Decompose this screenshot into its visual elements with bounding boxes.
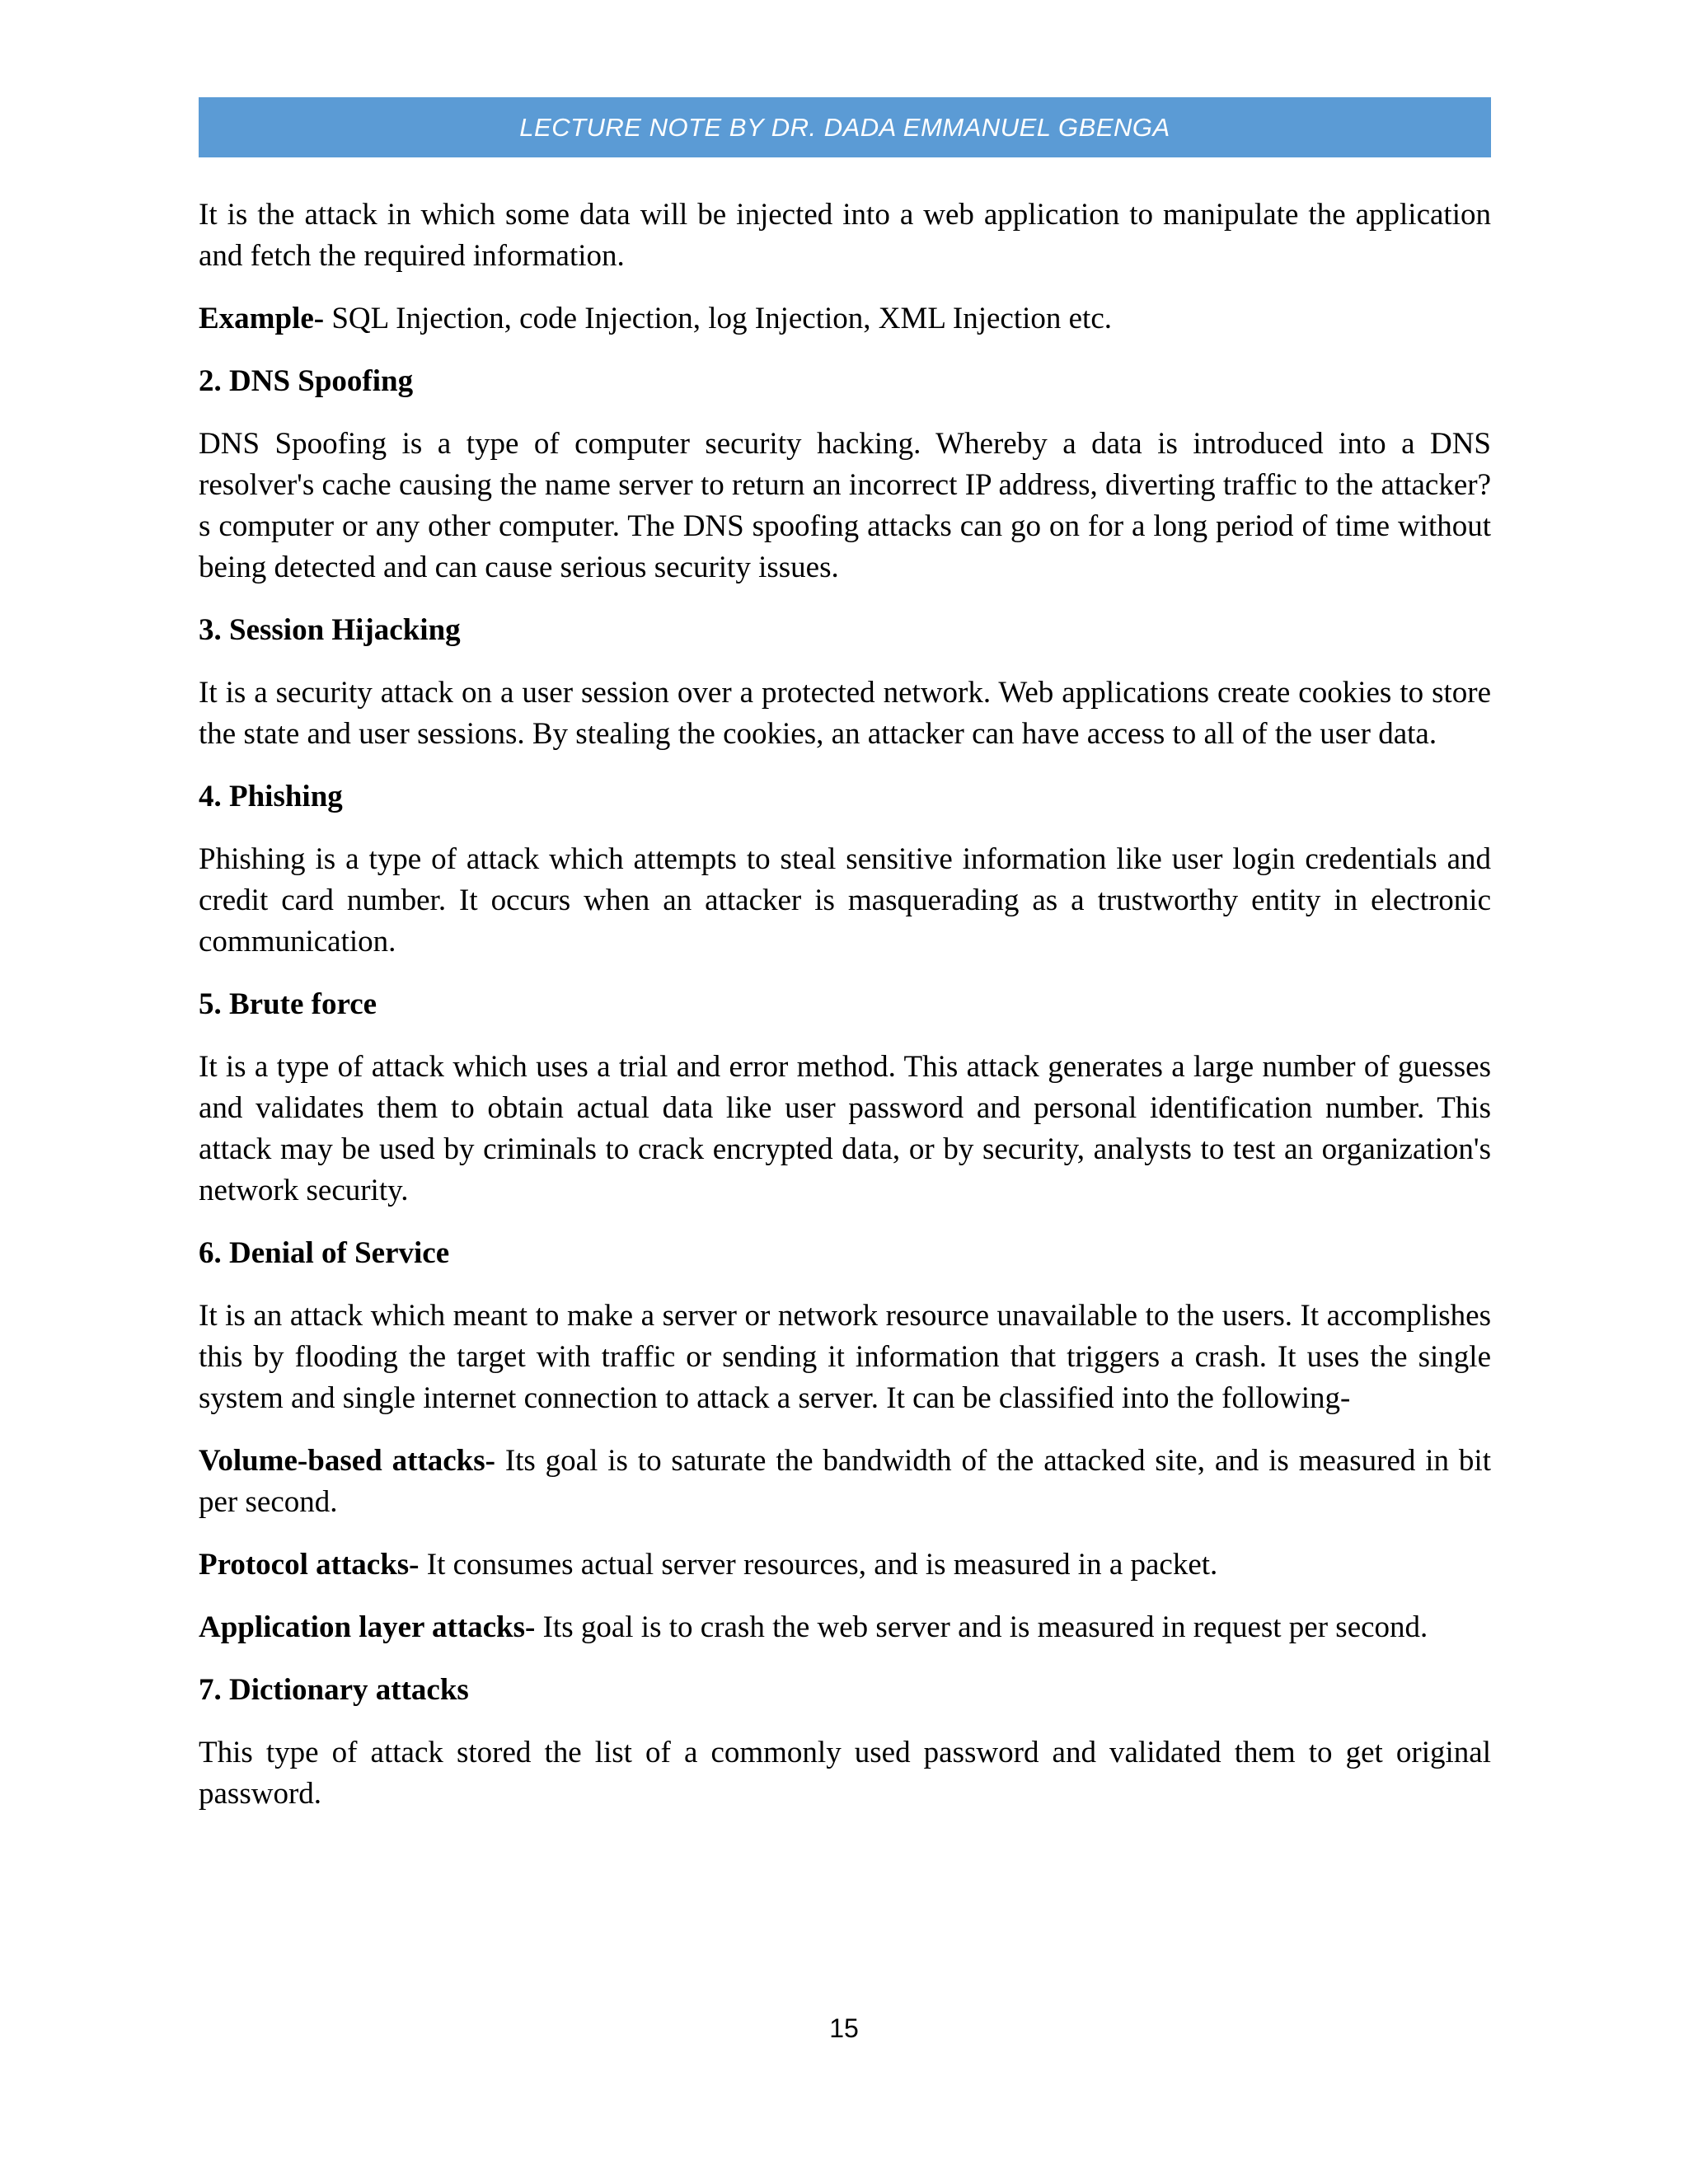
- section-body-dictionary-attacks: This type of attack stored the list of a commonly used password and validated them to get original password.: [199, 1736, 1491, 1811]
- section-body-phishing: Phishing is a type of attack which attempts to steal sensitive information like user login credentials and credit card number. It occurs when an attacker is masquerading as a trustworthy entity in electronic communication.: [199, 842, 1491, 958]
- section-body-denial-of-service: It is an attack which meant to make a server or network resource unavailable to the users. It accomplishes this by flooding the target with traffic or sending it information that triggers a crash. It uses the single system and single internet connection to attack a server. It can be classified into the following-: [199, 1299, 1491, 1415]
- section-heading-dictionary-attacks: 7. Dictionary attacks: [199, 1673, 469, 1707]
- dos-type-label: Application layer attacks-: [199, 1610, 536, 1644]
- dos-type-label: Protocol attacks-: [199, 1548, 420, 1582]
- example-paragraph: [199, 298, 1491, 340]
- section-body-dns-spoofing: DNS Spoofing is a type of computer security hacking. Whereby a data is introduced into a DNS resolver's cache causing the name server to return an incorrect IP address, diverting traffic to the attacker?s computer or any other computer. The DNS spoofing attacks can go on for a long period of time without being detected and can cause serious security issues.: [199, 427, 1491, 584]
- example-label: Example-: [199, 302, 325, 335]
- dos-type-text: It consumes actual server resources, and is measured in a packet.: [419, 1548, 1218, 1582]
- intro-paragraph: It is the attack in which some data will be injected into a web application to manipulate the application and fetch the required information.: [199, 198, 1491, 273]
- dos-type-text: Its goal is to saturate the bandwidth of the attacked site, and is measured in bit per second.: [199, 1444, 1491, 1519]
- dos-type-application-layer: [199, 1607, 1491, 1648]
- section-heading-session-hijacking: 3. Session Hijacking: [199, 613, 461, 647]
- dos-type-label: Volume-based attacks-: [199, 1444, 495, 1478]
- section-heading-brute-force: 5. Brute force: [199, 987, 377, 1021]
- section-heading-denial-of-service: 6. Denial of Service: [199, 1236, 450, 1270]
- page-content: [199, 194, 1491, 1836]
- page-number: 15: [829, 2013, 859, 2043]
- example-text: SQL Injection, code Injection, log Injection, XML Injection etc.: [324, 302, 1113, 335]
- dos-type-text: Its goal is to crash the web server and is measured in request per second.: [535, 1610, 1428, 1644]
- section-body-session-hijacking: It is a security attack on a user session over a protected network. Web applications create cookies to store the state and user sessions. By stealing the cookies, an attacker can have access to all of the user data.: [199, 676, 1491, 751]
- dos-type-volume-based: [199, 1441, 1491, 1523]
- section-heading-dns-spoofing: 2. DNS Spoofing: [199, 364, 414, 398]
- header-bar: [199, 97, 1491, 157]
- section-heading-phishing: 4. Phishing: [199, 780, 343, 813]
- section-body-brute-force: It is a type of attack which uses a trial and error method. This attack generates a large number of guesses and validates them to obtain actual data like user password and personal identification number. This attack may be used by criminals to crack encrypted data, or by security, analysts to test an organization's network security.: [199, 1050, 1491, 1207]
- header-title: LECTURE NOTE BY DR. DADA EMMANUEL GBENGA: [519, 112, 1170, 142]
- dos-type-protocol: [199, 1544, 1491, 1586]
